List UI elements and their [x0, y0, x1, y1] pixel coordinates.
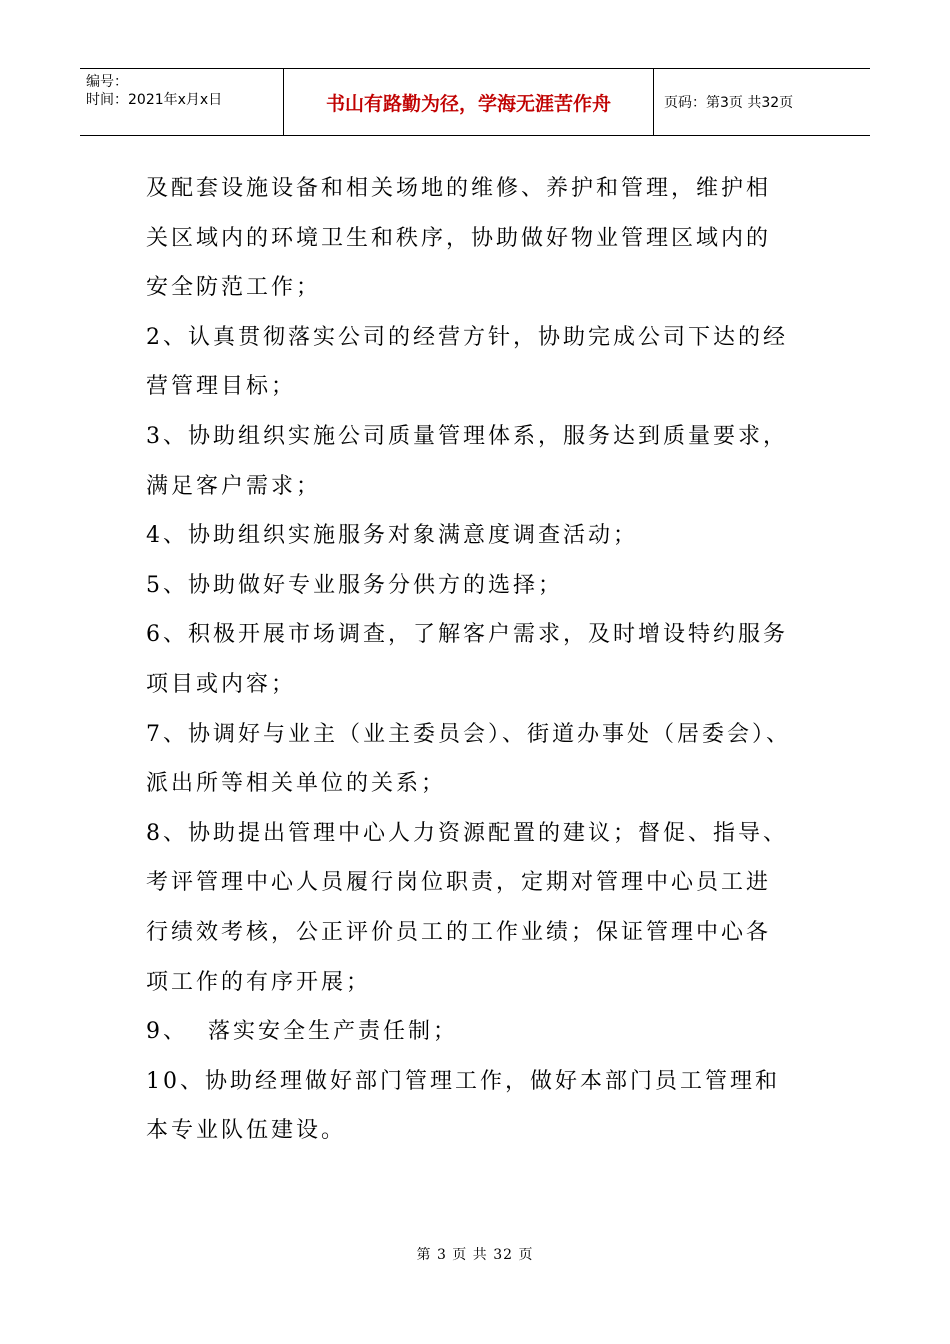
paragraph: 9、 落实安全生产责任制； — [146, 1019, 458, 1045]
paragraph: 3、协助组织实施公司质量管理体系，服务达到质量要求， 满足客户需求； — [146, 423, 788, 499]
paragraph: 6、积极开展市场调查，了解客户需求，及时增设特约服务 项目或内容； — [146, 622, 788, 697]
page-header — [80, 68, 870, 136]
header-meta — [80, 69, 284, 135]
paragraph: 7、协调好与业主（业主委员会）、街道办事处（居委会）、 派出所等相关单位的关系； — [146, 721, 791, 797]
document-number-label: 编号： — [86, 74, 128, 90]
document-time-label: 时间：2021年x月x日 — [86, 92, 223, 108]
document-body — [146, 164, 826, 1156]
header-motto: 书山有路勤为径，学海无涯苦作舟 — [284, 69, 654, 135]
paragraph: 4、协助组织实施服务对象满意度调查活动； — [146, 523, 638, 549]
paragraph: 及配套设施设备和相关场地的维修、养护和管理，维护相 关区域内的环境卫生和秩序，协助做好物业管理区域内的 安全防范工作； — [146, 176, 772, 301]
paragraph: 8、协助提出管理中心人力资源配置的建议；督促、指导、 考评管理中心人员履行岗位职责，定期对管理中心员工进 行绩效考核，公正评价员工的工作业绩；保证管理中心各 项工作的有序开展； — [146, 820, 788, 995]
header-page-code: 页码：第3页 共32页 — [664, 95, 794, 111]
paragraph: 2、认真贯彻落实公司的经营方针，协助完成公司下达的经 营管理目标； — [146, 324, 788, 400]
paragraph: 10、协助经理做好部门管理工作，做好本部门员工管理和 本专业队伍建设。 — [146, 1068, 780, 1144]
paragraph: 5、协助做好专业服务分供方的选择； — [146, 572, 563, 598]
page-footer: 第 3 页 共 32 页 — [416, 1247, 534, 1263]
